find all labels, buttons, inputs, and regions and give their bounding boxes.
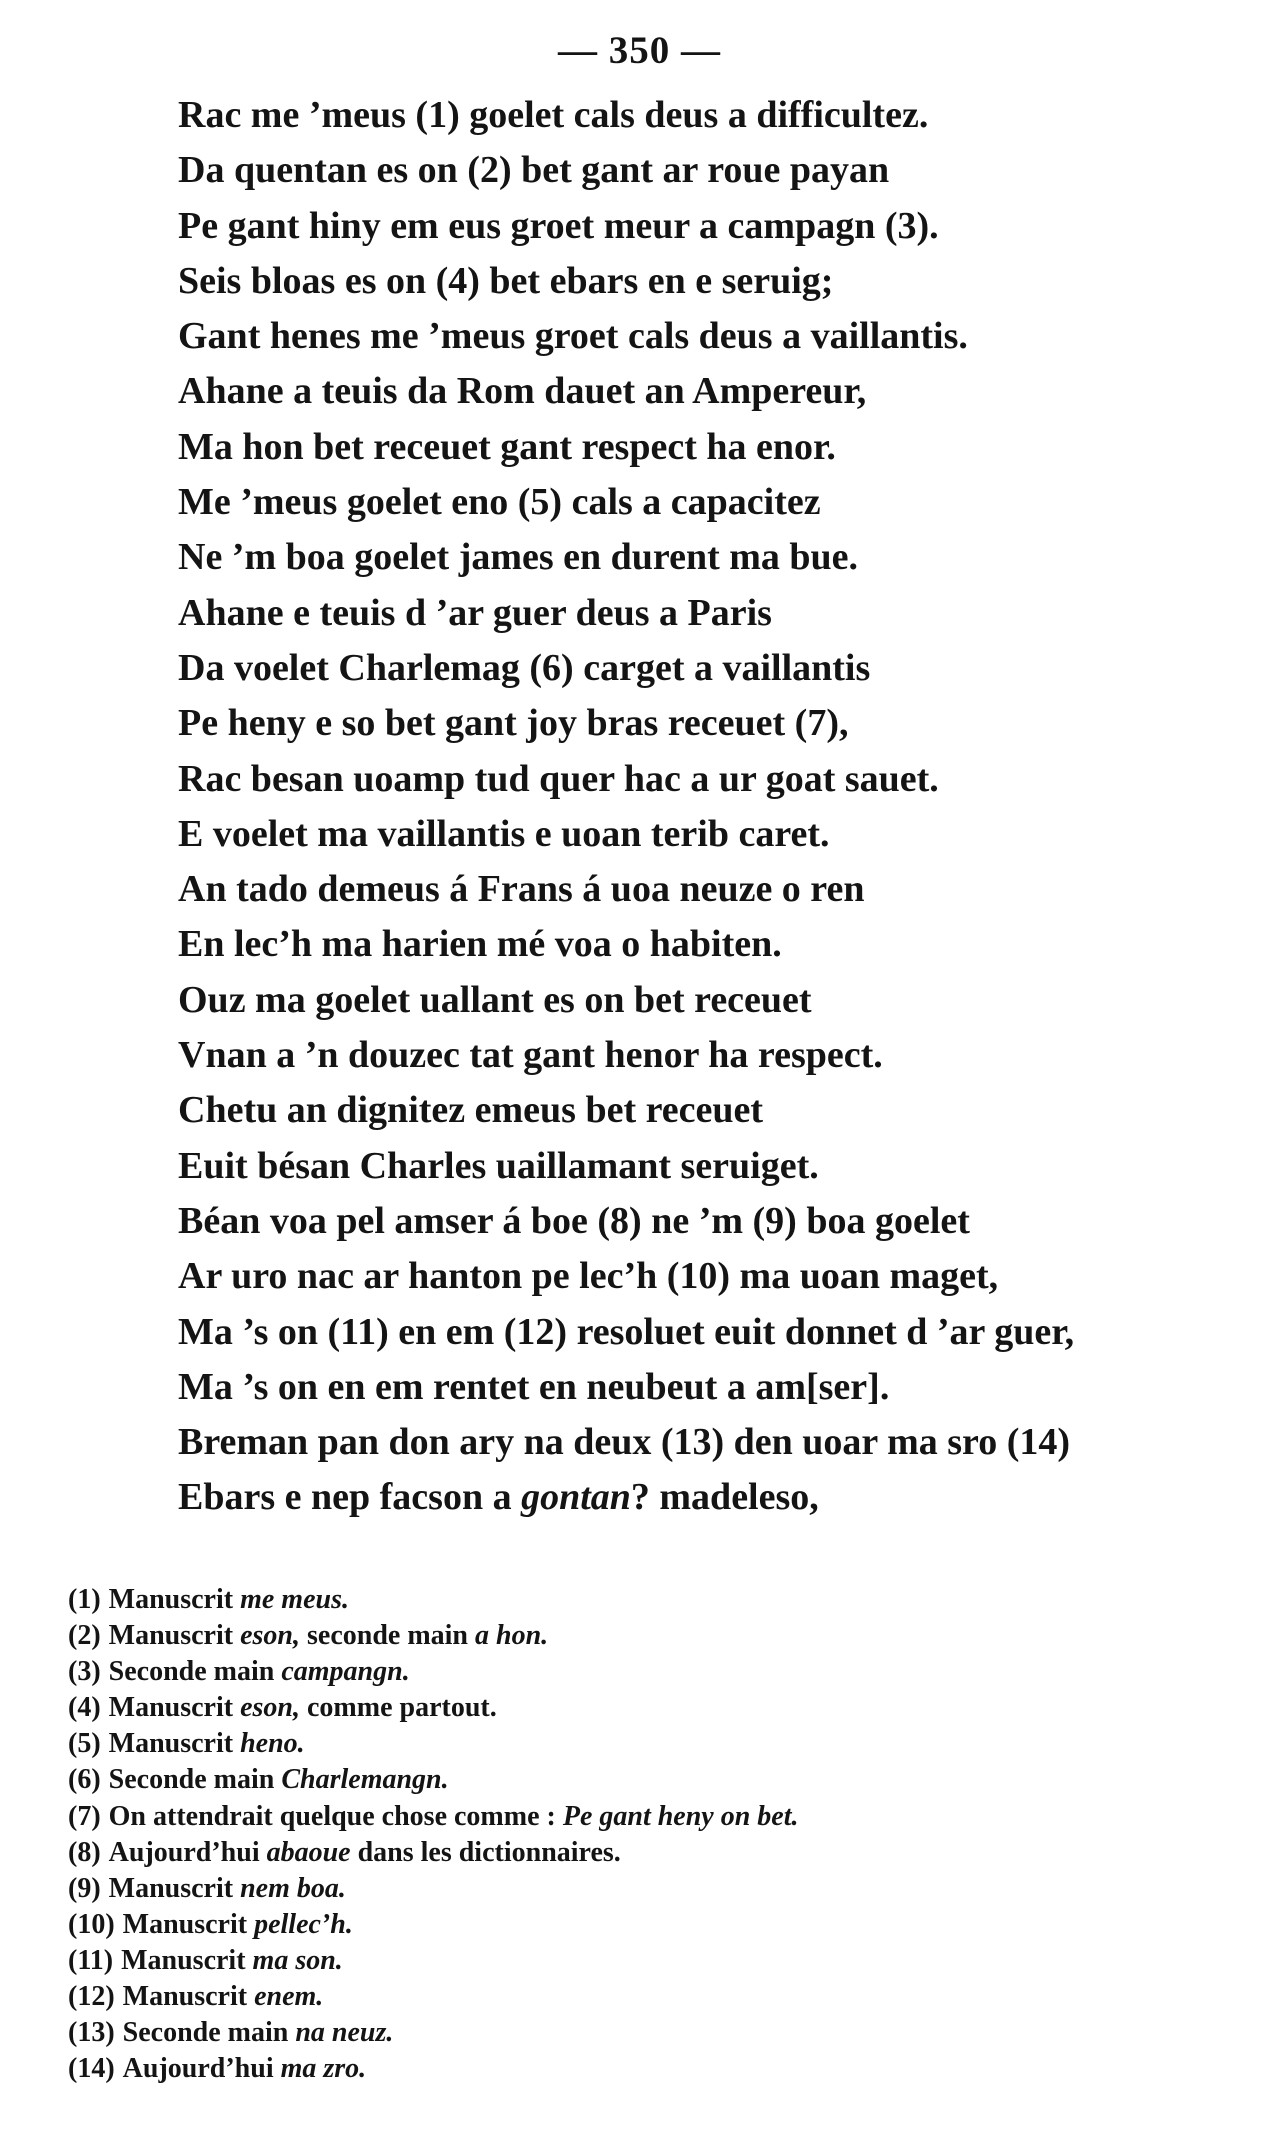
verse-text: Ma hon bet receuet gant respect ha enor. (178, 425, 836, 468)
footnote-text: Manuscrit (108, 1584, 241, 1615)
verse-text: Ne ’m boa goelet james en durent ma bue. (178, 536, 859, 579)
footnote (68, 1582, 1248, 1618)
verse-text: E voelet ma vaillantis e uoan terib caret. (178, 812, 830, 855)
footnote-italic-text: heno. (240, 1728, 305, 1760)
footnote-text: On attendrait quelque chose comme : (108, 1800, 563, 1832)
verse-line (178, 752, 1258, 807)
verse-text: Vnan a ’n douzec tat gant henor ha respect. (178, 1034, 883, 1077)
verse-line (178, 586, 1258, 641)
footnote (68, 1835, 1248, 1871)
verse-line (178, 1139, 1258, 1194)
verse-line (178, 88, 1258, 143)
verse-text: An tado demeus á Frans á uoa neuze o ren (178, 868, 865, 911)
verse-line (178, 199, 1258, 254)
footnote-italic-text: Pe gant heny on bet. (562, 1800, 799, 1832)
footnote-number: (10) (68, 1908, 115, 1940)
footnote-number: (2) (68, 1620, 101, 1652)
footnote-italic-text: me meus. (240, 1584, 349, 1615)
footnote (68, 1762, 1248, 1798)
verse-text: Euit bésan Charles uaillamant seruiget. (178, 1144, 819, 1187)
verse-line (178, 1360, 1258, 1415)
footnote-text: Aujourd’hui (108, 1836, 267, 1868)
footnote-italic-text: ma zro. (280, 2053, 367, 2085)
verse-line (178, 1415, 1258, 1470)
verse-text: Ebars e nep facson a (178, 1476, 522, 1519)
footnote-text: Manuscrit (108, 1620, 241, 1652)
verse-line (178, 475, 1258, 530)
footnote-text: Manuscrit (122, 1981, 255, 2013)
verse-text: Rac me ’meus (1) goelet cals deus a difficultez. (178, 94, 929, 136)
footnote (68, 1943, 1248, 1979)
verse-line (178, 420, 1258, 475)
verse-text: Rac besan uoamp tud quer hac a ur goat sauet. (178, 757, 939, 800)
footnote-text: Manuscrit (108, 1692, 241, 1724)
footnote-text: Manuscrit (121, 1944, 253, 1976)
verse-text: Pe heny e so bet gant joy bras receuet (7), (178, 702, 849, 745)
verse-text: Da voelet Charlemag (6) carget a vaillantis (178, 646, 871, 689)
footnote-number: (11) (68, 1944, 114, 1976)
footnote-number: (13) (68, 2017, 115, 2049)
verse-line (178, 143, 1258, 198)
footnote (68, 1799, 1248, 1835)
footnote-number: (8) (68, 1836, 101, 1868)
footnote-number: (6) (68, 1764, 101, 1796)
verse-italic-text: gontan (521, 1476, 631, 1519)
footnote (68, 1907, 1248, 1943)
verse-line (178, 1083, 1258, 1138)
verse-line (178, 364, 1258, 419)
footnotes-block (68, 1582, 1248, 2087)
footnote-italic-text: Charlemangn. (281, 1764, 449, 1796)
verse-text: Pe gant hiny em eus groet meur a campagn (3). (178, 204, 939, 247)
footnote (68, 2015, 1248, 2051)
footnote-text-after: seconde main (300, 1620, 475, 1652)
footnote-number: (9) (68, 1872, 101, 1904)
footnote-italic-text: nem boa. (240, 1872, 346, 1904)
footnote-italic-text: eson, (240, 1620, 300, 1652)
footnote-italic-text: a hon. (475, 1620, 549, 1652)
verse-line (178, 1470, 1258, 1525)
verse-text: Ma ’s on (11) en em (12) resoluet euit donnet d ’ar guer, (178, 1310, 1075, 1353)
verse-text: Ma ’s on en em rentet en neubeut a am[ser]. (178, 1365, 890, 1408)
footnote-italic-text: eson, (240, 1692, 300, 1724)
footnote (68, 1654, 1248, 1690)
footnote (68, 1726, 1248, 1762)
verse-text: Ar uro nac ar hanton pe lec’h (10) ma uoan maget, (178, 1255, 999, 1298)
footnote-italic-text: abaoue (266, 1836, 351, 1868)
verse-text: Da quentan es on (2) bet gant ar roue payan (178, 149, 890, 192)
verse-text-after: ? madeleso, (630, 1476, 819, 1519)
verse-line (178, 641, 1258, 696)
verse-line (178, 973, 1258, 1028)
verse-text: Ouz ma goelet uallant es on bet receuet (178, 978, 812, 1021)
footnote-text-after: dans les dictionnaires. (350, 1836, 621, 1868)
footnote-number: (5) (68, 1728, 101, 1760)
verse-text: Gant henes me ’meus groet cals deus a vaillantis. (178, 315, 968, 358)
footnote-number: (7) (68, 1800, 101, 1832)
footnote-number: (4) (68, 1692, 101, 1724)
footnote (68, 1618, 1248, 1654)
verse-text: Breman pan don ary na deux (13) den uoar ma sro (14) (178, 1421, 1071, 1464)
footnote-text: Manuscrit (122, 1908, 255, 1940)
footnote-italic-text: enem. (254, 1981, 324, 2013)
footnote-text: Manuscrit (108, 1728, 241, 1760)
footnote-text: Seconde main (122, 2017, 296, 2049)
verse-line (178, 862, 1258, 917)
verse-line (178, 1249, 1258, 1304)
verse-text: Me ’meus goelet eno (5) cals a capacitez (178, 481, 821, 524)
footnote-text: Seconde main (108, 1656, 282, 1688)
footnote-number: (3) (68, 1656, 101, 1688)
verse-line (178, 1028, 1258, 1083)
footnote-number: (1) (68, 1584, 101, 1615)
footnote-text: Seconde main (108, 1764, 282, 1796)
verse-line (178, 917, 1258, 972)
footnote (68, 1979, 1248, 2015)
verse-text: En lec’h ma harien mé voa o habiten. (178, 923, 782, 966)
verse-line (178, 696, 1258, 751)
verse-text: Béan voa pel amser á boe (8) ne ’m (9) boa goelet (178, 1199, 970, 1242)
verse-text: Seis bloas es on (4) bet ebars en e seruig; (178, 259, 834, 302)
footnote-text-after: comme partout. (300, 1692, 497, 1724)
page-number: — 350 — (558, 29, 721, 72)
verse-line (178, 1194, 1258, 1249)
footnote-italic-text: na neuz. (295, 2017, 394, 2049)
verse-text: Ahane e teuis d ’ar guer deus a Paris (178, 591, 772, 634)
footnote-italic-text: campangn. (281, 1656, 410, 1688)
verse-block (178, 88, 1258, 1526)
verse-line (178, 530, 1258, 585)
verse-line (178, 807, 1258, 862)
footnote (68, 1871, 1248, 1907)
verse-line (178, 254, 1258, 309)
verse-line (178, 1305, 1258, 1360)
verse-text: Ahane a teuis da Rom dauet an Ampereur, (178, 370, 867, 413)
footnote (68, 1690, 1248, 1726)
footnote-italic-text: pellec’h. (254, 1908, 353, 1940)
footnote-number: (12) (68, 1981, 115, 2013)
footnote-italic-text: ma son. (252, 1944, 343, 1976)
footnote-number: (14) (68, 2053, 115, 2085)
footnote-text: Aujourd’hui (122, 2053, 281, 2085)
footnote-text: Manuscrit (108, 1872, 241, 1904)
verse-text: Chetu an dignitez emeus bet receuet (178, 1089, 764, 1132)
footnote (68, 2051, 1248, 2087)
verse-line (178, 309, 1258, 364)
